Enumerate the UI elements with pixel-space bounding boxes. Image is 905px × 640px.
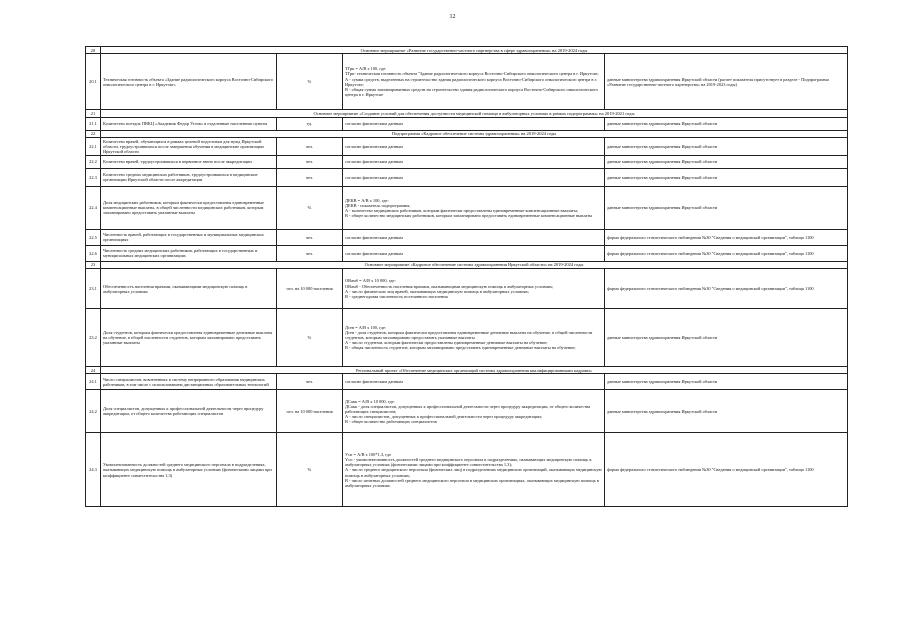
calculation-method xyxy=(343,245,605,261)
method-line: ТГрк = А/В х 100, где: xyxy=(345,66,387,72)
row-number: 22.6 xyxy=(86,245,101,261)
unit-of-measure: % xyxy=(277,186,343,229)
data-source: форма федерального статистического наблюдения №30 "Сведения о медицинской организации", таблица 1100 xyxy=(605,269,848,309)
section-number: 22 xyxy=(86,130,101,137)
calculation-method xyxy=(343,117,605,130)
method-line: А - количество медицинских работников, которым фактически предоставлены единовременные компенсационные выплаты; xyxy=(345,207,579,213)
unit-of-measure: % xyxy=(277,309,343,367)
section-row xyxy=(86,130,848,137)
method-line: В - общее количество работающих специалистов xyxy=(345,419,437,425)
method-line: Дсев - доля студентов, которым фактически предоставлены единовременные денежные выплаты на обучение, в общей численности студентов, которым запланировано предоставить указанные выплаты xyxy=(345,329,593,341)
calculation-method xyxy=(343,433,605,507)
calculation-method xyxy=(343,269,605,309)
row-number: 24.3 xyxy=(86,433,101,507)
row-number: 23.2 xyxy=(86,309,101,367)
table-row xyxy=(86,245,848,261)
method-line: ДЕКВ = А/В х 100, где: xyxy=(345,197,389,203)
unit-of-measure: чел. xyxy=(277,168,343,186)
method-line: В - общая численность студентов, которым запланировано предоставить единовременные денежные выплаты на обучение; xyxy=(345,345,576,351)
data-source: форма федерального статистического наблюдения №30 "Сведения о медицинской организации", таблица 1100 xyxy=(605,433,848,507)
indicator-name: Доля студентов, которым фактически предоставлены единовременные денежные выплаты на обучение, в общей численности студентов, которым запланировано предоставить указанные выплаты xyxy=(101,309,277,367)
method-line: А - число среднего медицинского персонала (физических лиц) в подразделениях медицинских организаций, оказывающих медицинскую помощь в амбулаторных условиях; xyxy=(345,467,602,478)
section-number: 20 xyxy=(86,47,101,54)
section-row xyxy=(86,367,848,374)
method-line: ОВамб - Обеспеченность населения врачами, оказывающими медицинскую помощь в амбулаторных условиях; xyxy=(345,283,554,289)
calculation-method xyxy=(343,137,605,155)
indicator-name: Доля специалистов, допущенных к профессиональной деятельности через процедуру аккредитации, от общего количества работающих специалистов xyxy=(101,390,277,433)
section-title: Региональный проект «Обеспечение медицинских организаций системы здравоохранения квалифицированными кадрами» xyxy=(101,367,848,374)
indicator-name: Численность средних медицинских работников, работающих в государственных и муниципальных медицинских организациях xyxy=(101,245,277,261)
data-source: форма федерального статистического наблюдения №30 "Сведения о медицинской организации", таблица 1100 xyxy=(605,229,848,245)
table-row xyxy=(86,229,848,245)
method-line: А - сумма средств, выделенных на строительство здания радиологического корпуса Восточно-Сибирского онкологического центра в г. Иркутске; xyxy=(345,76,598,87)
section-number: 24 xyxy=(86,367,101,374)
method-line: согласно фактическим данным xyxy=(345,379,403,385)
row-number: 22.5 xyxy=(86,229,101,245)
page-number: 12 xyxy=(449,14,456,20)
method-line: ОВамб = А/В х 10 000, где: xyxy=(345,278,396,284)
table-row xyxy=(86,137,848,155)
calculation-method xyxy=(343,54,605,110)
section-number: 21 xyxy=(86,110,101,117)
row-number: 22.1 xyxy=(86,137,101,155)
section-row xyxy=(86,47,848,54)
row-number: 24.1 xyxy=(86,374,101,390)
calculation-method xyxy=(343,374,605,390)
indicator-name: Количество поездок ПВКЦ «Академик Федор Углов» в отдаленные населенные пункты xyxy=(101,117,277,130)
method-line: согласно фактическим данным xyxy=(345,174,403,180)
method-line: согласно фактическим данным xyxy=(345,143,403,149)
data-source: данные министерства здравоохранения Иркутской области xyxy=(605,309,848,367)
indicator-name: Укомплектованность должностей среднего медицинского персонала в подразделениях, оказывающих медицинскую помощь в амбулаторных условиях (физическими лицами при коэффициенте совместительства 1,3) xyxy=(101,433,277,507)
table-row xyxy=(86,390,848,433)
calculation-method xyxy=(343,186,605,229)
indicator-name: Количество врачей, обучающихся в рамках целевой подготовки для нужд Иркутской области, трудоустроившихся после завершения обучения в медицинские организации Иркутской области xyxy=(101,137,277,155)
indicator-name: Численность врачей, работающих в государственных и муниципальных медицинских организациях xyxy=(101,229,277,245)
table-row xyxy=(86,168,848,186)
data-source: форма федерального статистического наблюдения №30 "Сведения о медицинской организации", таблица 1100 xyxy=(605,245,848,261)
method-line: В - общее количество медицинских работников, которым запланировано предоставить единовременные компенсационные выплаты xyxy=(345,213,593,219)
method-line: ДЕКВ - показатель подпрограммы; xyxy=(345,202,411,208)
row-number: 22.2 xyxy=(86,155,101,168)
section-row xyxy=(86,110,848,117)
method-line: Уcп = А/В х 100*1,3, где xyxy=(345,451,392,457)
table-row xyxy=(86,374,848,390)
indicators-table xyxy=(85,46,848,507)
section-title: Основное мероприятие «Развитие государственно-частного партнерства в сфере здравоохранения» на 2019-2024 годы xyxy=(101,47,848,54)
row-number: 23.1 xyxy=(86,269,101,309)
calculation-method xyxy=(343,155,605,168)
table-row xyxy=(86,309,848,367)
section-title: Основное мероприятие «Кадровое обеспечение системы здравоохранения Иркутской области» на 2019-2024 годы xyxy=(101,261,848,268)
calculation-method xyxy=(343,390,605,433)
unit-of-measure: чел. xyxy=(277,245,343,261)
method-line: А - число специалистов, допущенных к профессиональной деятельности через процедуру аккредитации; xyxy=(345,414,542,420)
unit-of-measure: ед. xyxy=(277,117,343,130)
method-line: ДСакк - доля специалистов, допущенных к профессиональной деятельности через процедуру аккредитации, от общего количества работающих специалистов; xyxy=(345,403,591,414)
table-row xyxy=(86,117,848,130)
data-source: данные министерства здравоохранения Иркутской области xyxy=(605,390,848,433)
unit-of-measure: чел. на 10 000 населения xyxy=(277,269,343,309)
method-line: согласно фактическим данным xyxy=(345,159,403,165)
unit-of-measure: % xyxy=(277,54,343,110)
method-line: В - среднегодовая численность постоянного населения xyxy=(345,293,448,299)
data-source: данные министерства здравоохранения Иркутской области xyxy=(605,186,848,229)
unit-of-measure: чел. на 10 000 населения xyxy=(277,390,343,433)
method-line: согласно фактическим данным xyxy=(345,250,403,256)
calculation-method xyxy=(343,309,605,367)
section-row xyxy=(86,261,848,268)
table-row xyxy=(86,269,848,309)
indicator-name: Количество средних медицинских работников, трудоустроившихся в медицинские организации Иркутской области после аккредитации xyxy=(101,168,277,186)
data-source: данные министерства здравоохранения Иркутской области xyxy=(605,155,848,168)
method-line: ДСакк = А/В х 10 000, где: xyxy=(345,398,395,404)
section-title: Подпрограмма «Кадровое обеспечение системы здравоохранения» на 2019-2024 годы xyxy=(101,130,848,137)
indicator-name: Техническая готовность объекта «Здание радиологического корпуса Восточно-Сибирского онкологического центра в г. Иркутске» xyxy=(101,54,277,110)
row-number: 20.1 xyxy=(86,54,101,110)
row-number: 24.2 xyxy=(86,390,101,433)
method-line: А - число студентов, которым фактически предоставлены единовременные денежные выплаты на обучение; xyxy=(345,340,548,346)
section-number: 23 xyxy=(86,261,101,268)
calculation-method xyxy=(343,229,605,245)
method-line: Дсев = А/В х 100, где: xyxy=(345,324,387,330)
row-number: 22.4 xyxy=(86,186,101,229)
method-line: согласно фактическим данным xyxy=(345,234,403,240)
method-line: В - общая сумма запланированных средств на строительство здания радиологического корпуса Восточно-Сибирского онкологического центра в г. Иркутске xyxy=(345,86,598,98)
unit-of-measure: % xyxy=(277,433,343,507)
row-number: 21.1 xyxy=(86,117,101,130)
unit-of-measure: чел. xyxy=(277,155,343,168)
table-row xyxy=(86,155,848,168)
method-line: В - число штатных должностей среднего медицинского персонала в медицинских организациях, оказывающих медицинскую помощь в амбулаторных условиях. xyxy=(345,477,599,488)
method-line: согласно фактическим данным xyxy=(345,121,403,126)
unit-of-measure: чел. xyxy=(277,229,343,245)
table-row xyxy=(86,54,848,110)
unit-of-measure: чел. xyxy=(277,137,343,155)
data-source: данные министерства здравоохранения Иркутской области (расчет показателя присутствует в разделе - Подпрограмма «Развитие государственно-частного партнерства» на 2019-2023 годы) xyxy=(605,54,848,110)
data-source: данные министерства здравоохранения Иркутской области xyxy=(605,168,848,186)
table-row xyxy=(86,433,848,507)
method-line: А - число физических лиц врачей, оказывающих медицинскую помощь в амбулаторных условиях; xyxy=(345,288,530,294)
data-source: данные министерства здравоохранения Иркутской области xyxy=(605,374,848,390)
data-source: данные министерства здравоохранения Иркутской области xyxy=(605,117,848,130)
section-title: Основное мероприятие «Создание условий для обеспечения доступности медицинской помощи в амбулаторных условиях в рамках подпрограммы» на 2019-2021 годы xyxy=(101,110,848,117)
unit-of-measure: чел. xyxy=(277,374,343,390)
indicator-name: Обеспеченность населения врачами, оказывающими медицинскую помощь в амбулаторных условиях xyxy=(101,269,277,309)
row-number: 22.3 xyxy=(86,168,101,186)
method-line: ТГрк- техническая готовность объекта "Здание радиологического корпуса Восточно-Сибирского онкологического центра в г. Иркутске; xyxy=(345,71,599,77)
method-line: Ycп - укомплектованность должностей среднего медицинского персонала в подразделениях, оказывающих медицинскую помощь в амбулаторных условиях (физическими лицами при коэффициенте совместительства 1,3); xyxy=(345,457,592,468)
indicator-name: Количество врачей, трудоустроившихся в первичное звено после аккредитации xyxy=(101,155,277,168)
indicator-name: Доля медицинских работников, которым фактически предоставлены единовременные компенсационные выплаты, в общей численности медицинских работников, которым запланировано предоставить указанные выплаты xyxy=(101,186,277,229)
data-source: данные министерства здравоохранения Иркутской области xyxy=(605,137,848,155)
indicator-name: Число специалистов, вовлеченных в систему непрерывного образования медицинских работников, в том числе с использованием дистанционных образовательных технологий xyxy=(101,374,277,390)
calculation-method xyxy=(343,168,605,186)
table-row xyxy=(86,186,848,229)
